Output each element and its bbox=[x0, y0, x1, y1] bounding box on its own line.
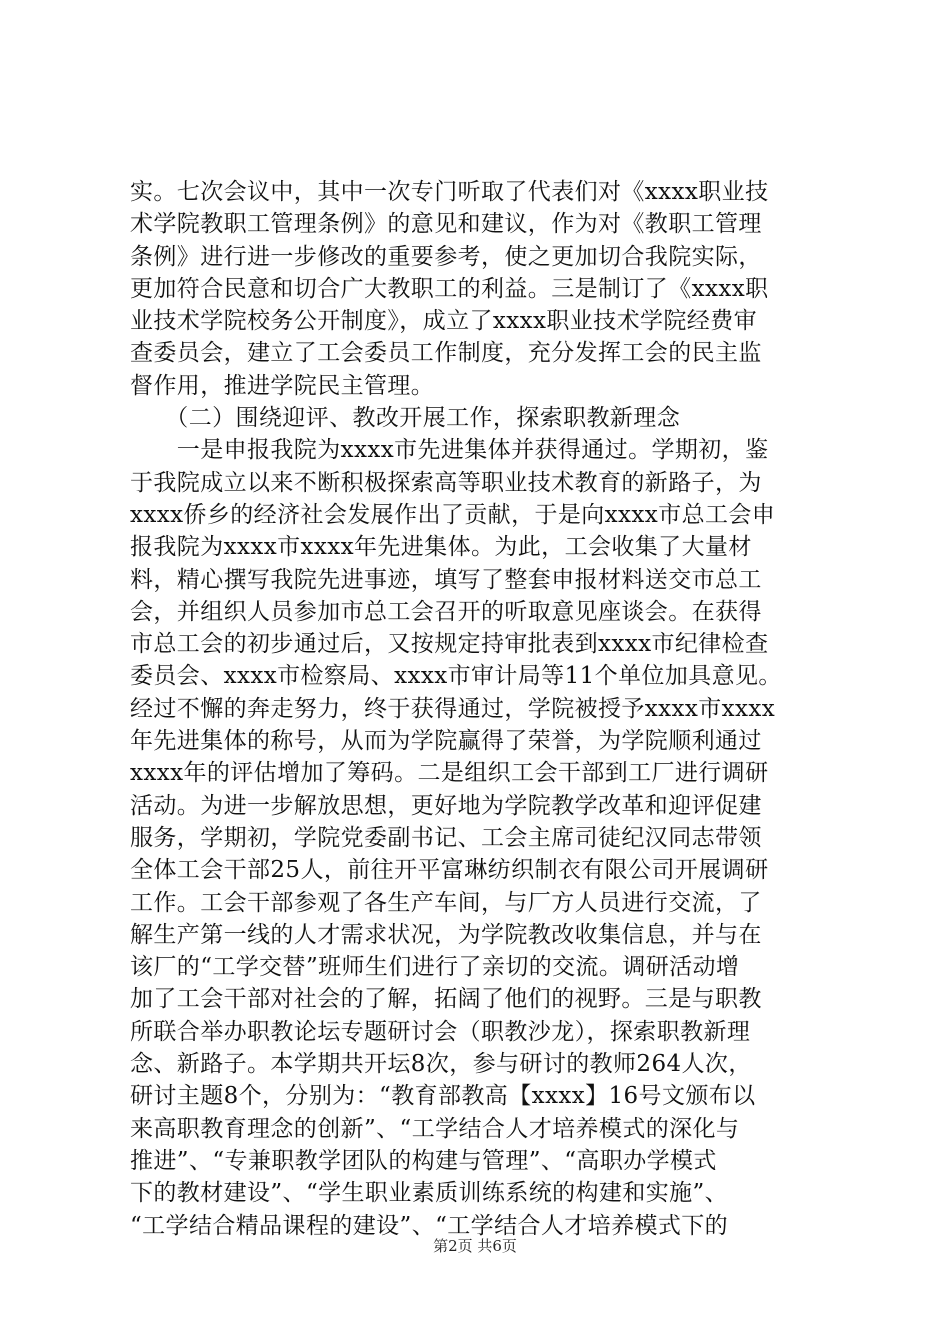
text-line: 于我院成立以来不断积极探索高等职业技术教育的新路子，为 bbox=[130, 469, 762, 496]
text-line: 解生产第一线的人才需求状况，为学院教改收集信息，并与在 bbox=[130, 921, 762, 948]
text-line: 更加符合民意和切合广大教职工的利益。三是制订了《xxxx职 bbox=[130, 275, 769, 302]
text-line: 经过不懈的奔走努力，终于获得通过，学院被授予xxxx市xxxx bbox=[130, 695, 776, 722]
text-line: 该厂的“工学交替”班师生们进行了亲切的交流。调研活动增 bbox=[130, 954, 740, 981]
text-line: xxxx侨乡的经济社会发展作出了贡献，于是向xxxx市总工会申 bbox=[130, 501, 776, 528]
text-line: 来高职教育理念的创新”、“工学结合人才培养模式的深化与 bbox=[130, 1115, 740, 1142]
text-line: 条例》进行进一步修改的重要参考，使之更加切合我院实际， bbox=[130, 243, 762, 270]
text-line: 业技术学院校务公开制度》，成立了xxxx职业技术学院经费审 bbox=[130, 308, 757, 335]
text-line: 一是申报我院为xxxx市先进集体并获得通过。学期初，鉴 bbox=[130, 437, 769, 464]
text-line: 活动。为进一步解放思想，更好地为学院教学改革和迎评促建 bbox=[130, 792, 762, 819]
text-line: 加了工会干部对社会的了解，拓阔了他们的视野。三是与职教 bbox=[130, 986, 762, 1013]
text-line: 推进”、“专兼职教学团队的构建与管理”、“高职办学模式 bbox=[130, 1147, 717, 1174]
text-line: 下的教材建设”、“学生职业素质训练系统的构建和实施”、 bbox=[130, 1180, 729, 1207]
text-line: 会，并组织人员参加市总工会召开的听取意见座谈会。在获得 bbox=[130, 598, 762, 625]
text-line: 全体工会干部25人，前往开平富琳纺织制衣有限公司开展调研 bbox=[130, 857, 769, 884]
text-line: 料，精心撰写我院先进事迹，填写了整套申报材料送交市总工 bbox=[130, 566, 762, 593]
text-line: 所联合举办职教论坛专题研讨会（职教沙龙），探索职教新理 bbox=[130, 1018, 751, 1045]
text-line: 研讨主题8个，分别为：“教育部教高【xxxx】16号文颁布以 bbox=[130, 1083, 756, 1110]
text-line: 念、新路子。本学期共开坛8次，参与研讨的教师264人次， bbox=[130, 1051, 752, 1078]
text-line: 督作用，推进学院民主管理。 bbox=[130, 372, 435, 399]
text-line: （二）围绕迎评、教改开展工作，探索职教新理念 bbox=[130, 405, 681, 432]
text-line: 年先进集体的称号，从而为学院赢得了荣誉，为学院顺利通过 bbox=[130, 728, 762, 755]
text-line: xxxx年的评估增加了筹码。二是组织工会干部到工厂进行调研 bbox=[130, 760, 769, 787]
text-line: “工学结合精品课程的建设”、“工学结合人才培养模式下的 bbox=[130, 1212, 729, 1239]
text-line: 市总工会的初步通过后，又按规定持审批表到xxxx市纪律检查 bbox=[130, 631, 769, 658]
text-line: 术学院教职工管理条例》的意见和建议，作为对《教职工管理 bbox=[130, 211, 762, 238]
page-footer: 第2页 共6页 bbox=[433, 1237, 517, 1255]
text-line: 实。七次会议中，其中一次专门听取了代表们对《xxxx职业技 bbox=[130, 179, 769, 205]
text-line: 查委员会，建立了工会委员工作制度，充分发挥工会的民主监 bbox=[130, 340, 762, 367]
text-line: 工作。工会干部参观了各生产车间，与厂方人员进行交流，了 bbox=[130, 889, 762, 916]
body-text bbox=[130, 176, 830, 1242]
text-line: 委员会、xxxx市检察局、xxxx市审计局等11个单位加具意见。 bbox=[130, 663, 782, 690]
text-line: 报我院为xxxx市xxxx年先进集体。为此，工会收集了大量材 bbox=[130, 534, 752, 561]
text-line: 服务，学期初，学院党委副书记、工会主席司徒纪汉同志带领 bbox=[130, 824, 762, 851]
